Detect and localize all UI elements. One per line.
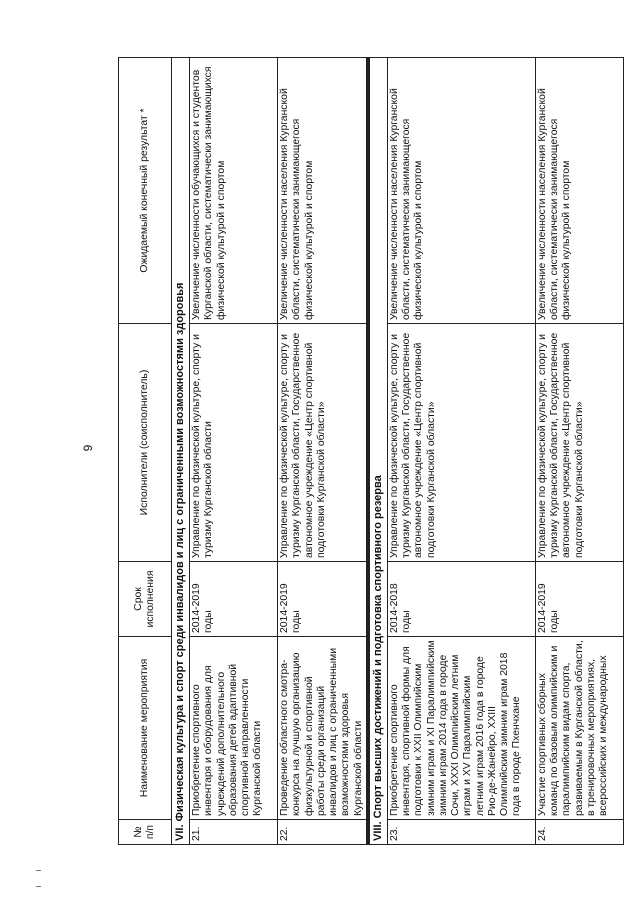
row-result: Увеличение численности обучающихся и студентов Курганской области, систематически занимающихся физической культурой и спортом <box>189 58 277 324</box>
table-header-row <box>119 58 172 845</box>
row-number: 22. <box>277 820 367 845</box>
row-term: 2014-2018 годы <box>387 562 535 637</box>
header-num: № п/п <box>119 820 172 845</box>
scan-mark <box>36 886 41 887</box>
table-row <box>535 58 623 845</box>
row-executor: Управление по физической культуре, спорту и туризму Курганской области <box>189 324 277 562</box>
row-executor: Управление по физической культуре, спорту и туризму Курганской области, Государственное автономное учреждение «Центр спортивной подготовки Курганской области» <box>277 324 367 562</box>
header-executor: Исполнители (соисполнитель) <box>119 324 172 562</box>
section-title: VIII. Спорт высших достижений и подготовка спортивного резерва <box>369 58 387 845</box>
page-number: 9 <box>81 444 95 452</box>
scan-mark <box>36 870 41 871</box>
table-row <box>189 58 277 845</box>
row-name: Приобретение спортивного инвентаря и оборудования для учреждений дополнительного образования детей адаптивной спортивной направленности Курганской области <box>189 637 277 820</box>
row-name: Участие спортивных сборных команд по базовым олимпийским и паралимпийским видам спорта, развиваемым в Курганской области, в тренировочных мероприятиях, всероссийских и международных <box>535 637 623 820</box>
section-title: VII. Физическая культура и спорт среди инвалидов и лиц с ограниченными возможностями здоровья <box>172 58 190 845</box>
row-result: Увеличение численности населения Курганской области, систематически занимающегося физической культурой и спортом <box>535 58 623 324</box>
table-row <box>277 58 367 845</box>
section-row <box>369 58 387 845</box>
rotated-table-container <box>118 58 612 845</box>
row-executor: Управление по физической культуре, спорту и туризму Курганской области, Государственное автономное учреждение «Центр спортивной подготовки Курганской области» <box>535 324 623 562</box>
header-term: Срок исполнения <box>119 562 172 637</box>
row-number: 23. <box>387 820 535 845</box>
row-result: Увеличение численности населения Курганской области, систематически занимающегося физической культурой и спортом <box>387 58 535 324</box>
table-row <box>387 58 535 845</box>
section-row <box>172 58 190 845</box>
row-term: 2014-2019 годы <box>535 562 623 637</box>
row-executor: Управление по физической культуре, спорту и туризму Курганской области, Государственное автономное учреждение «Центр спортивной подготовки Курганской области» <box>387 324 535 562</box>
row-name: Приобретение спортивного инвентаря, спортивной формы для подготовки к XXII Олимпийским зимним играм и XI Паралимпийским зимним играм 2014 года в городе Сочи, XXXI Олимпийским летним играм и XV Паралимпийским летним играм 2016 года в городе Рио-де-Жанейро, XXIII Олимпийским зимним играм 2018 года в городе Пхенчхане <box>387 637 535 820</box>
row-name: Проведение областного смотра-конкурса на лучшую организацию физкультурной и спортивной работы среди организаций инвалидов и лиц с ограниченными возможностями здоровья Курганской области <box>277 637 367 820</box>
header-name: Наименование мероприятия <box>119 637 172 820</box>
row-number: 24. <box>535 820 623 845</box>
header-result: Ожидаемый конечный результат * <box>119 58 172 324</box>
row-term: 2014-2019 годы <box>277 562 367 637</box>
row-result: Увеличение численности населения Курганской области, систематически занимающегося физической культурой и спортом <box>277 58 367 324</box>
row-number: 21. <box>189 820 277 845</box>
row-term: 2014-2019 годы <box>189 562 277 637</box>
events-table <box>118 57 624 845</box>
